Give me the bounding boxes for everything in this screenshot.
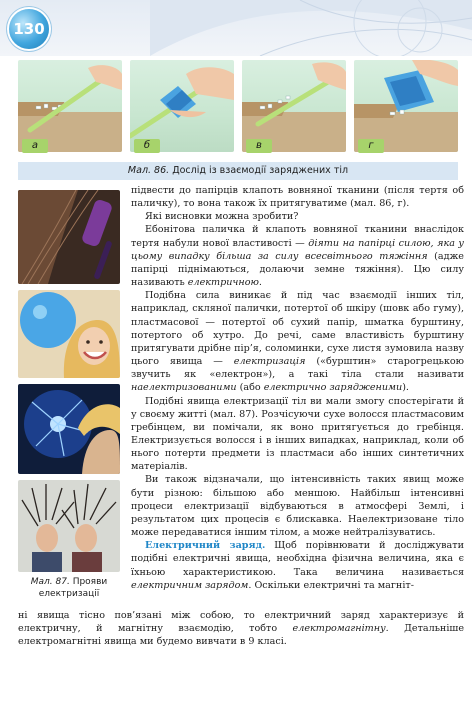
p4-part-a: Подібна сила виникає й під час взаємодії інших тіл, наприклад, скляної палички, потертої об шкіру (шовк або гуму), пластмасової — потертої об сухий папір, шматка бурштину, потертого об хутро. До речі, саме властивість бурштину притягувати дрібне пір’я, соломинки, сухе листя зумовила назву цього явища — [131, 290, 464, 368]
p7-part-b: . Оскільки електричні та магніт- [248, 579, 414, 591]
page-number: 130 [9, 9, 49, 49]
p4-part-d: ). [402, 382, 409, 394]
header-band [0, 0, 472, 56]
wide-emphasis: електромагнітну [292, 623, 386, 635]
p4-part-c: (або [236, 382, 264, 394]
body-text-full-width [18, 609, 464, 648]
figure-87-caption-text: Прояви електризації [38, 577, 108, 599]
wide-part-a: ні явища тісно пов’язані між собою, то електричний заряд характеризує й електричну, й магнітну взаємодію, тобто [18, 610, 464, 635]
figure-86 [18, 60, 458, 156]
paragraph-3 [131, 223, 464, 289]
figure-86-tag-c: в [246, 139, 272, 153]
p4-emphasis-3: електрично зарядженими [263, 382, 403, 394]
paragraph-5: Подібні явища електризації тіл ви мали змогу спостерігати й у своєму житті (мал. 87). Розчісуючи сухе волосся пластмасовим гребінцем, ви помічали, як воно притягується до гребінця. Електризується волосся і в інших випадках, наприклад, коли об нього потерти предмети із пластмаси або інших синтетичних матеріалів. [131, 395, 464, 473]
header-decoration [0, 0, 472, 56]
figure-87-caption-ref: Мал. 87. [30, 577, 70, 587]
paragraph-6: Ви також відзначали, що інтенсивність таких явищ може бути різною: більшою або меншою. Найбільш інтенсивні процеси електризації відбуваються в атмосфері Землі, і результатом цих процесів є блискавка. Наелектризоване тіло може передаватися іншим тілом, а може нейтралізуватись. [131, 474, 464, 539]
photo-balloon-girl [18, 290, 120, 378]
p3-emphasis-2: електричною [187, 277, 259, 289]
figure-87-caption [18, 576, 120, 600]
figure-86-tag-a: а [22, 139, 48, 153]
p7-emphasis: електричним зарядом [131, 579, 249, 591]
figure-86-caption-text: Дослід із взаємодії заряджених тіл [172, 165, 349, 176]
paragraph-7 [131, 539, 464, 592]
photo-plasma-ball [18, 384, 120, 474]
p3-part-b: (адже папірці піднімаються, долаючи земне тяжіння). Цю силу називають [131, 250, 464, 289]
section-keyword-electric-charge: Електричний заряд. [145, 540, 266, 552]
p4-emphasis-1: електризація [233, 356, 306, 368]
p4-emphasis-2: наелектризованими [131, 382, 237, 394]
figure-86-tag-b: б [134, 139, 160, 153]
p3-emphasis-1: діяти на папірці силою, яка у цьому випадку більша за силу всесвітнього тяжіння [131, 237, 464, 262]
p4-part-b: («бурштин» старогрецькою звучить як «електрон»), а такі тіла стали називати [131, 356, 464, 381]
p7-part-a: Щоб порівнювати й досліджувати подібні електричні явища, необхідна фізична величина, яка є їхньою характеристикою. Така величина називається [131, 540, 464, 578]
figure-86-caption-ref: Мал. 86. [127, 165, 170, 176]
p3-part-c: . [258, 277, 262, 289]
paragraph-4 [131, 289, 464, 394]
photo-static-hair [18, 480, 120, 572]
paragraph-1: підвести до папірців клапоть вовняної тканини (після тертя об паличку), то вона також їх притягуватиме (мал. 86, г). [131, 185, 464, 210]
photo-hair-brush [18, 190, 120, 284]
figure-86-tag-d: г [358, 139, 384, 153]
wide-part-b: . Детальніше електромагнітні явища ми будемо вивчати в 9 класі. [18, 623, 464, 648]
paragraph-2: Які висновки можна зробити? [145, 211, 299, 223]
p3-part-a: Ебонітова паличка й клапоть вовняної тканини внаслідок тертя набули нової властивості — [131, 224, 464, 249]
figure-86-caption [18, 162, 458, 180]
body-text-column [131, 184, 464, 592]
